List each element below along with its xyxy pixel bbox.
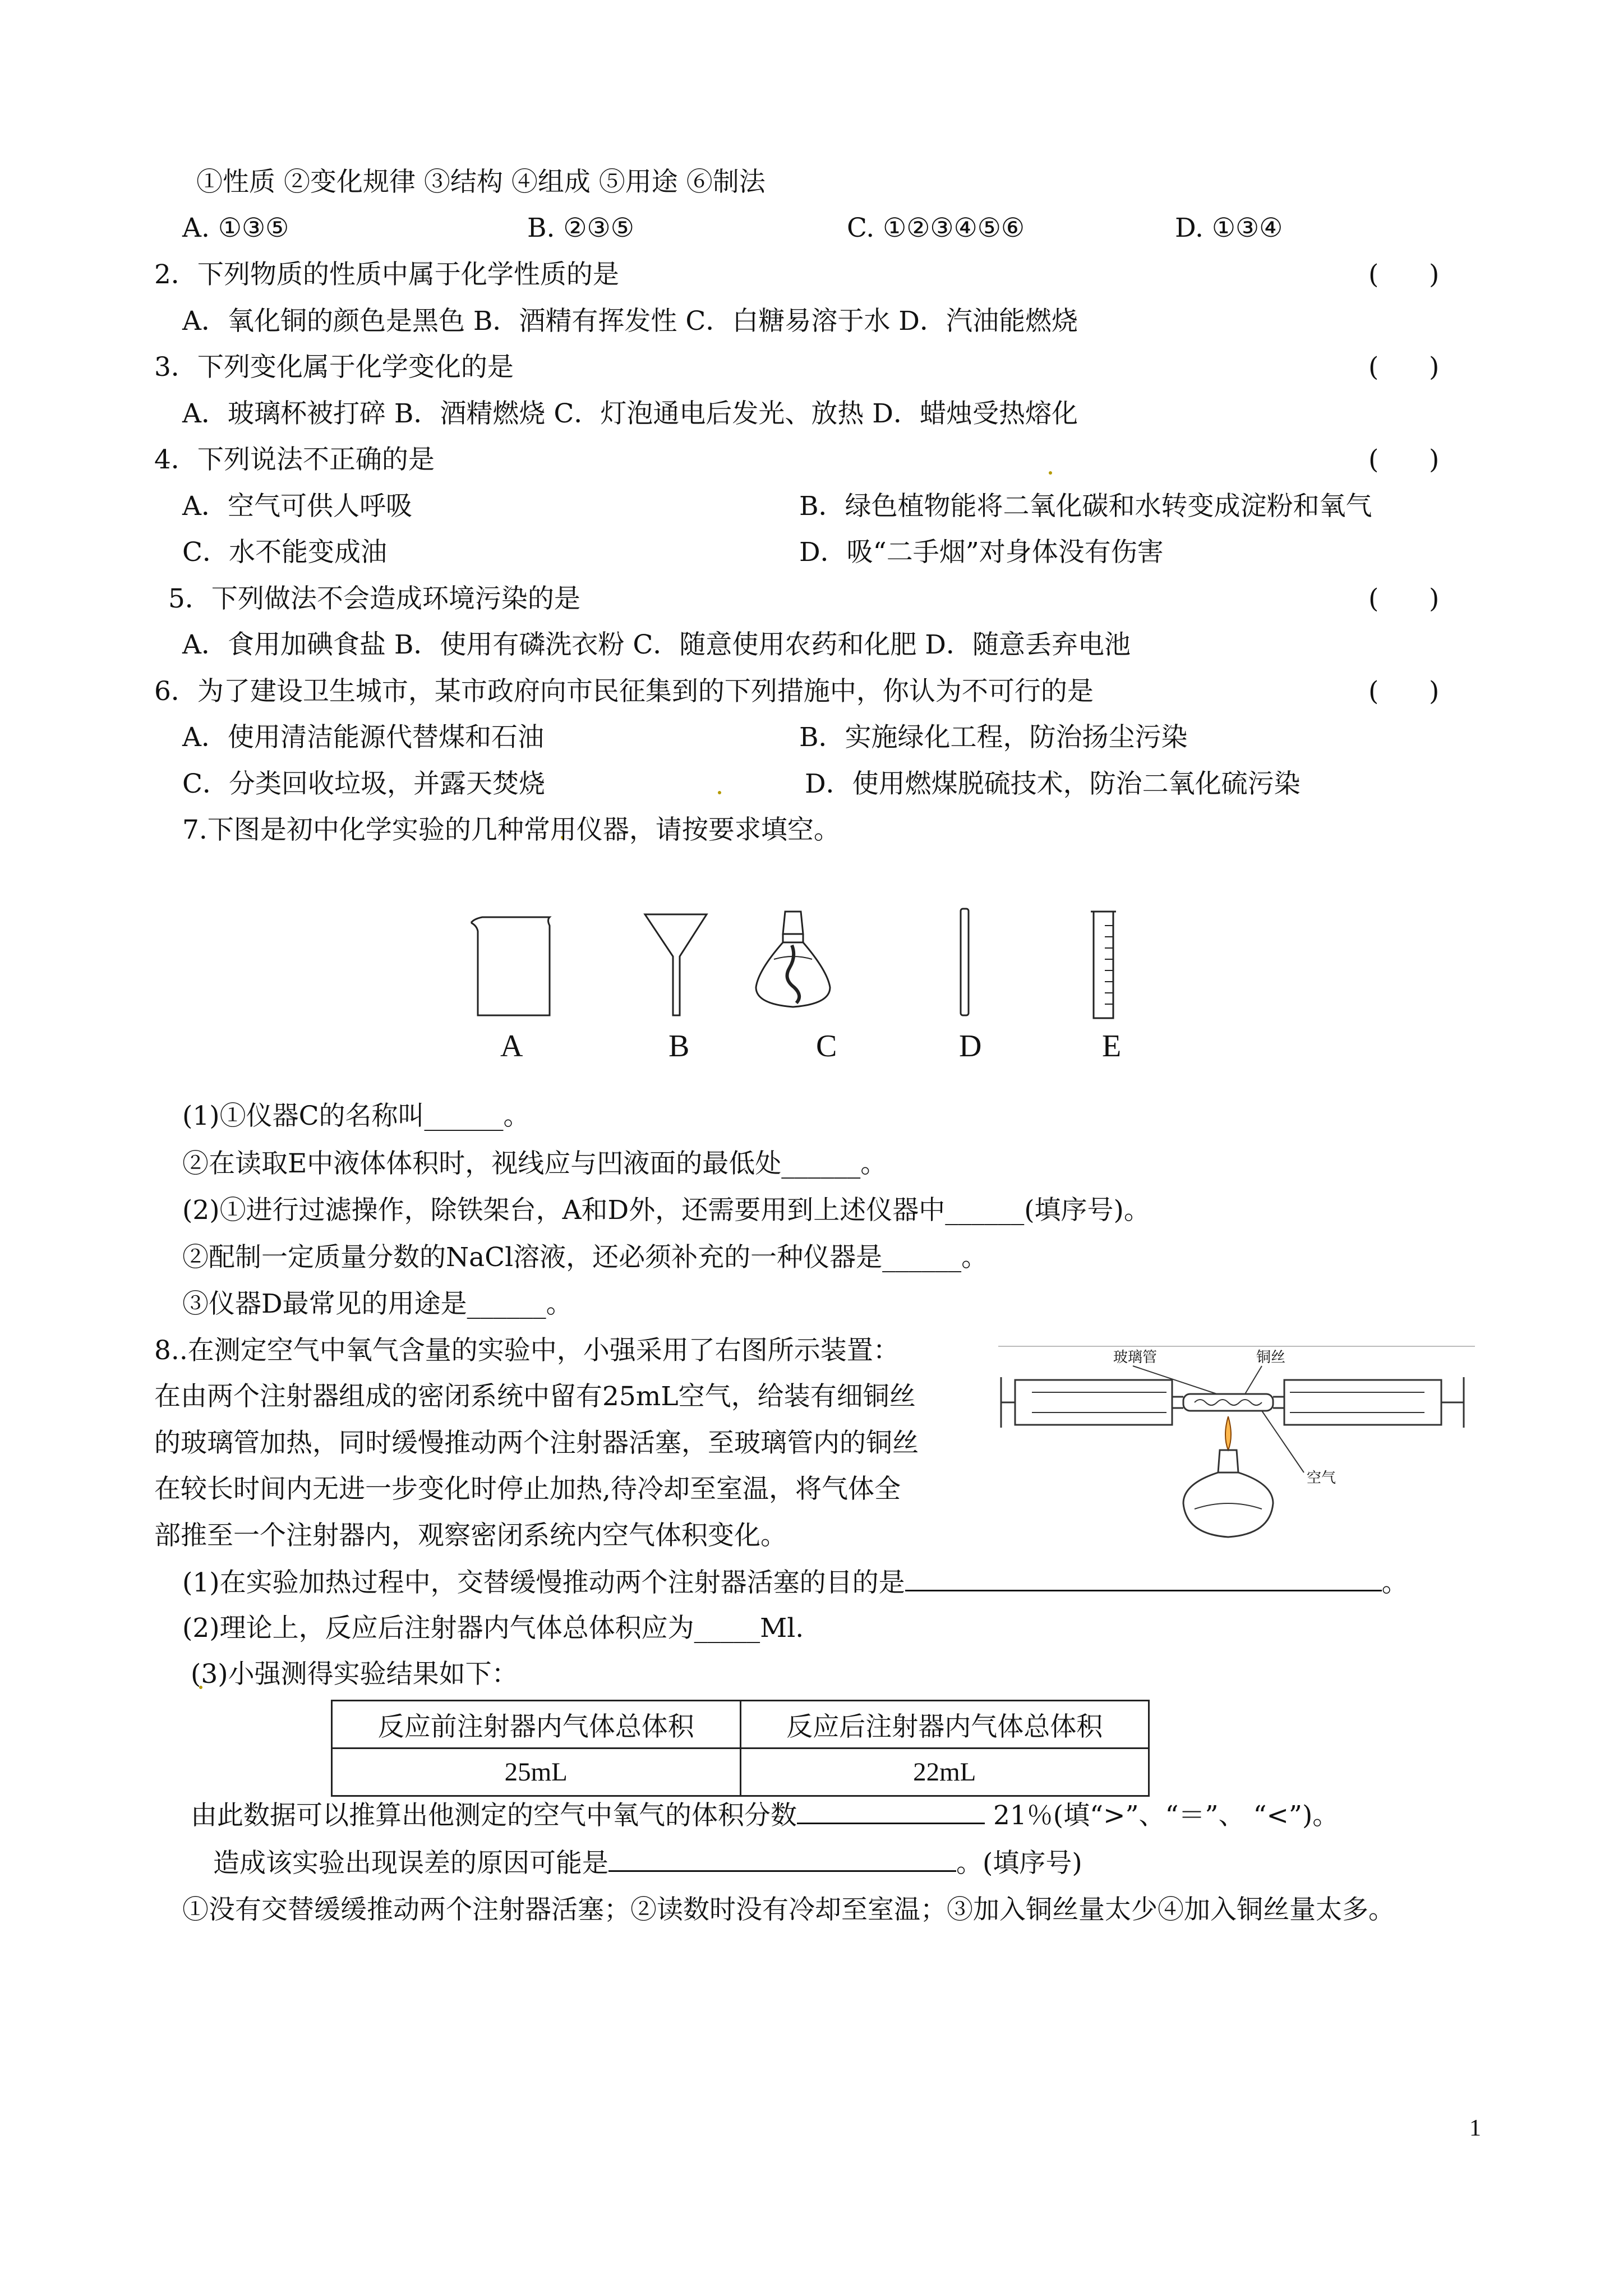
table-header-cell: 反应后注射器内气体总体积 <box>740 1701 1149 1749</box>
stray-dot <box>718 791 721 794</box>
fig-label-glass-tube: 玻璃管 <box>1113 1349 1158 1366</box>
q1-option-d: D. ①③④ <box>1175 213 1283 243</box>
q8-sub5-end: 。(填序号) <box>956 1848 1082 1879</box>
q8-sub1-end: 。 <box>1381 1567 1408 1598</box>
q2-answer-paren: ( ) <box>1368 259 1440 290</box>
fig-label-air: 空气 <box>1307 1470 1336 1487</box>
table-cell: 22mL <box>740 1749 1149 1796</box>
q4-option-c: C．水不能变成油 <box>182 537 387 568</box>
q6-answer-paren: ( ) <box>1368 676 1440 707</box>
table-row <box>332 1749 1149 1796</box>
q8-sub4-text: 由此数据可以推算出他测定的空气中氧气的体积分数 <box>191 1800 797 1831</box>
answer-blank[interactable] <box>608 1846 956 1872</box>
q8-sub2: (2)理论上，反应后注射器内气体总体积应为_____Ml. <box>182 1613 804 1644</box>
page-number: 1 <box>1469 2115 1481 2141</box>
q7-sub4: ②配制一定质量分数的NaCl溶液，还必须补充的一种仪器是______。 <box>182 1242 988 1273</box>
glass-rod-icon <box>961 909 969 1015</box>
q2-stem: 2．下列物质的性质中属于化学性质的是 <box>154 259 619 290</box>
syringe-apparatus-figure <box>998 1341 1481 1543</box>
q4-answer-paren: ( ) <box>1368 444 1440 475</box>
answer-blank[interactable] <box>797 1798 985 1824</box>
q5-stem: 5．下列做法不会造成环境污染的是 <box>168 583 580 614</box>
q8-para-line3: 的玻璃管加热，同时缓慢推动两个注射器活塞，至玻璃管内的铜丝 <box>154 1428 919 1458</box>
q8-sub5-text: 造成该实验出现误差的原因可能是 <box>213 1848 608 1879</box>
table-header-cell: 反应前注射器内气体总体积 <box>332 1701 741 1749</box>
instrument-label-a: A <box>500 1029 523 1064</box>
q1-items: ①性质 ②变化规律 ③结构 ④组成 ⑤用途 ⑥制法 <box>196 167 766 197</box>
q8-para-line2: 在由两个注射器组成的密闭系统中留有25mL空气，给装有细铜丝 <box>154 1381 916 1412</box>
q6-option-c: C．分类回收垃圾，并露天焚烧 <box>182 769 545 799</box>
q7-sub5: ③仪器D最常见的用途是______。 <box>182 1289 573 1319</box>
instrument-label-b: B <box>668 1029 690 1064</box>
q8-sub1-text: (1)在实验加热过程中，交替缓慢推动两个注射器活塞的目的是 <box>182 1567 905 1598</box>
stray-dot <box>1049 471 1052 475</box>
q7-sub1: (1)①仪器C的名称叫______。 <box>182 1101 530 1131</box>
fig-label-copper-wire: 铜丝 <box>1256 1349 1286 1366</box>
answer-blank[interactable] <box>905 1565 1382 1591</box>
q8-para-line4: 在较长时间内无进一步变化时停止加热,待冷却至室温，将气体全 <box>154 1474 901 1504</box>
instrument-label-e: E <box>1102 1029 1122 1064</box>
table-header-row <box>332 1701 1149 1749</box>
q8-para-line5: 部推至一个注射器内，观察密闭系统内空气体积变化。 <box>154 1520 787 1551</box>
q1-option-c: C. ①②③④⑤⑥ <box>847 213 1025 243</box>
q5-options: A．食用加碘食盐 B．使用有磷洗衣粉 C．随意使用农药和化肥 D．随意丢弃电池 <box>182 629 1131 660</box>
q6-option-d: D．使用燃煤脱硫技术，防治二氧化硫污染 <box>805 769 1301 799</box>
q8-sub3: (3)小强测得实验结果如下： <box>191 1659 518 1690</box>
q6-option-b: B．实施绿化工程，防治扬尘污染 <box>799 722 1188 753</box>
q4-option-b: B．绿色植物能将二氧化碳和水转变成淀粉和氧气 <box>799 491 1372 522</box>
instrument-label-d: D <box>959 1029 982 1064</box>
q7-stem: 7.下图是初中化学实验的几种常用仪器，请按要求填空。 <box>182 815 840 845</box>
q7-sub3: (2)①进行过滤操作，除铁架台，A和D外，还需要用到上述仪器中______(填序号)。 <box>182 1195 1150 1226</box>
q6-stem: 6．为了建设卫生城市，某市政府向市民征集到的下列措施中，你认为不可行的是 <box>154 676 1094 707</box>
alcohol-lamp-icon <box>756 912 830 1007</box>
q8-sub4-end: 21％(填“>”、“＝”、 “<”)。 <box>985 1800 1339 1831</box>
q8-para-line1: 8..在测定空气中氧气含量的实验中，小强采用了右图所示装置： <box>154 1335 900 1366</box>
graduated-cylinder-icon <box>1091 912 1116 1018</box>
q8-sub1 <box>182 1565 1408 1600</box>
funnel-icon <box>645 914 707 1015</box>
result-table <box>331 1700 1150 1797</box>
q8-sub5 <box>213 1846 1082 1880</box>
q1-option-b: B. ②③⑤ <box>527 213 634 243</box>
q5-answer-paren: ( ) <box>1368 583 1440 614</box>
q4-option-a: A．空气可供人呼吸 <box>182 491 412 522</box>
lab-instruments-figure <box>460 903 1155 1032</box>
q1-option-a: A. ①③⑤ <box>182 213 289 243</box>
q8-sub6: ①没有交替缓缓推动两个注射器活塞；②读数时没有冷却至室温；③加入铜丝量太少④加入铜丝量太多。 <box>182 1894 1395 1925</box>
q6-option-a: A．使用清洁能源代替煤和石油 <box>182 722 544 753</box>
table-cell: 25mL <box>332 1749 741 1796</box>
q7-sub2: ②在读取E中液体体积时，视线应与凹液面的最低处______。 <box>182 1148 887 1179</box>
instrument-label-c: C <box>816 1029 837 1064</box>
q8-sub4 <box>191 1798 1339 1833</box>
q3-stem: 3．下列变化属于化学变化的是 <box>154 352 514 383</box>
q3-options: A．玻璃杯被打碎 B．酒精燃烧 C．灯泡通电后发光、放热 D．蜡烛受热熔化 <box>182 398 1078 429</box>
q2-options: A．氧化铜的颜色是黑色 B．酒精有挥发性 C．白糖易溶于水 D．汽油能燃烧 <box>182 306 1078 337</box>
q4-stem: 4．下列说法不正确的是 <box>154 444 435 475</box>
q3-answer-paren: ( ) <box>1368 352 1440 383</box>
beaker-icon <box>471 917 550 1015</box>
q4-option-d: D．吸“二手烟”对身体没有伤害 <box>799 537 1164 568</box>
